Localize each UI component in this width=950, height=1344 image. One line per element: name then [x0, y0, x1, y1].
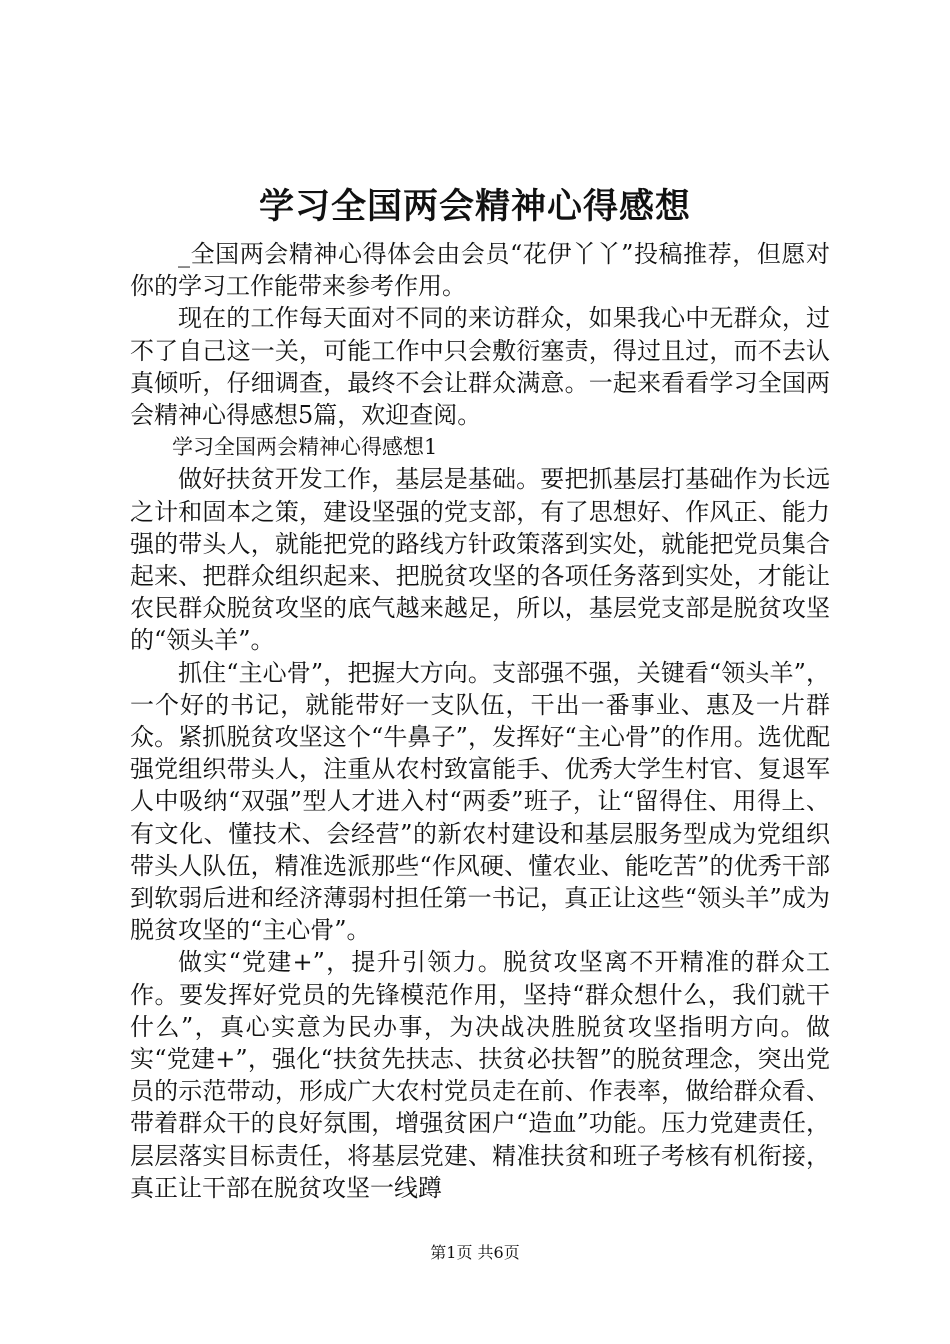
intro-paragraph: _全国两会精神心得体会由会员“花伊丫丫”投稿推荐，但愿对你的学习工作能带来参考作用。 — [130, 240, 830, 301]
section-paragraph: 做实“党建+”，提升引领力。脱贫攻坚离不开精准的群众工作。要发挥好党员的先锋模范作用，坚持“群众想什么，我们就干什么”，真心实意为民办事，为决战决胜脱贫攻坚指明方向。做实“党建+”，强化“扶贫先扶志、扶贫必扶智”的脱贫理念，突出党员的示范带动，形成广大农村党员走在前、作表率，做给群众看、带着群众干的良好氛围，增强贫困户“造血”功能。压力党建责任，层层落实目标责任，将基层党建、精准扶贫和班子考核有机衔接，真正让干部在脱贫攻坚一线蹲 — [130, 948, 830, 1202]
document-body — [130, 238, 830, 1204]
section-paragraph: 抓住“主心骨”，把握大方向。支部强不强，关键看“领头羊”，一个好的书记，就能带好一支队伍，干出一番事业、惠及一片群众。紧抓脱贫攻坚这个“牛鼻子”，发挥好“主心骨”的作用。选优配强党组织带头人，注重从农村致富能手、优秀大学生村官、复退军人中吸纳“双强”型人才进入村“两委”班子，让“留得住、用得上、有文化、懂技术、会经营”的新农村建设和基层服务型成为党组织带头人队伍，精准选派那些“作风硬、懂农业、能吃苦”的优秀干部到软弱后进和经济薄弱村担任第一书记，真正让这些“领头羊”成为脱贫攻坚的“主心骨”。 — [130, 658, 830, 945]
section-heading: 学习全国两会精神心得感想1 — [172, 435, 438, 460]
page-number: 第1页 共6页 — [430, 1243, 520, 1262]
summary-paragraph: 现在的工作每天面对不同的来访群众，如果我心中无群众，过不了自己这一关，可能工作中只会敷衍塞责，得过且过，而不去认真倾听，仔细调查，最终不会让群众满意。一起来看看学习全国两会精神心得感想5篇，欢迎查阅。 — [130, 304, 830, 430]
document-title: 学习全国两会精神心得感想 — [258, 186, 691, 227]
section-paragraph: 做好扶贫开发工作，基层是基础。要把抓基层打基础作为长远之计和固本之策，建设坚强的党支部，有了思想好、作风正、能力强的带头人，就能把党的路线方针政策落到实处，就能把党员集合起来、把群众组织起来、把脱贫攻坚的各项任务落到实处，才能让农民群众脱贫攻坚的底气越来越足，所以，基层党支部是脱贫攻坚的“领头羊”。 — [130, 465, 830, 655]
